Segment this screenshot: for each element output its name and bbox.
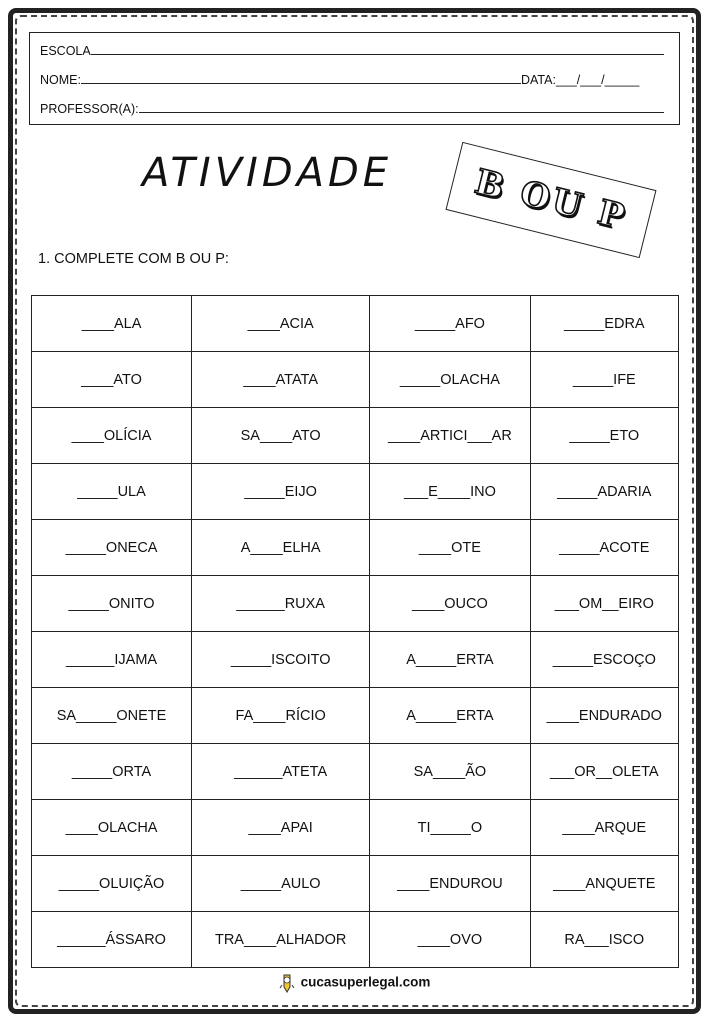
word-row bbox=[32, 800, 679, 856]
word-cell[interactable]: ______RUXA bbox=[192, 576, 370, 632]
word-cell[interactable]: ____ANQUETE bbox=[530, 856, 678, 912]
word-cell[interactable]: ____OUCO bbox=[370, 576, 530, 632]
word-row bbox=[32, 520, 679, 576]
word-cell[interactable]: ______IJAMA bbox=[32, 632, 192, 688]
word-cell[interactable]: ____ATO bbox=[32, 352, 192, 408]
word-cell[interactable]: ____ATATA bbox=[192, 352, 370, 408]
word-row bbox=[32, 576, 679, 632]
word-cell[interactable]: SA_____ONETE bbox=[32, 688, 192, 744]
word-cell[interactable]: _____OLUIÇÃO bbox=[32, 856, 192, 912]
word-cell[interactable]: _____AULO bbox=[192, 856, 370, 912]
word-cell[interactable]: ____OLACHA bbox=[32, 800, 192, 856]
word-cell[interactable]: _____OLACHA bbox=[370, 352, 530, 408]
word-row bbox=[32, 632, 679, 688]
word-cell[interactable]: _____ESCOÇO bbox=[530, 632, 678, 688]
word-cell[interactable]: ___OM__EIRO bbox=[530, 576, 678, 632]
word-cell[interactable]: _____ULA bbox=[32, 464, 192, 520]
word-cell[interactable]: ____ACIA bbox=[192, 296, 370, 352]
word-cell[interactable]: _____ACOTE bbox=[530, 520, 678, 576]
word-cell[interactable]: ______ATETA bbox=[192, 744, 370, 800]
word-cell[interactable]: A____ELHA bbox=[192, 520, 370, 576]
word-cell[interactable]: _____IFE bbox=[530, 352, 678, 408]
word-cell[interactable]: _____ORTA bbox=[32, 744, 192, 800]
word-cell[interactable]: ______ÁSSARO bbox=[32, 912, 192, 968]
student-info-box bbox=[29, 32, 680, 125]
word-cell[interactable]: A_____ERTA bbox=[370, 688, 530, 744]
word-cell[interactable]: ____ARTICI___AR bbox=[370, 408, 530, 464]
word-cell[interactable]: _____EIJO bbox=[192, 464, 370, 520]
instruction: 1. COMPLETE COM B OU P: bbox=[38, 251, 229, 267]
word-grid bbox=[31, 295, 679, 968]
stamp-text: B OU P bbox=[470, 161, 632, 239]
word-cell[interactable]: ____ENDUROU bbox=[370, 856, 530, 912]
word-cell[interactable]: ___OR__OLETA bbox=[530, 744, 678, 800]
word-cell[interactable]: ____ALA bbox=[32, 296, 192, 352]
word-cell[interactable]: ____OTE bbox=[370, 520, 530, 576]
word-row bbox=[32, 464, 679, 520]
footer bbox=[0, 973, 709, 993]
word-cell[interactable]: ___E____INO bbox=[370, 464, 530, 520]
word-cell[interactable]: ____APAI bbox=[192, 800, 370, 856]
professor-line bbox=[40, 102, 664, 116]
word-row bbox=[32, 856, 679, 912]
word-row bbox=[32, 408, 679, 464]
nome-label: NOME: bbox=[40, 73, 81, 87]
word-cell[interactable]: _____AFO bbox=[370, 296, 530, 352]
word-cell[interactable]: TI_____O bbox=[370, 800, 530, 856]
word-cell[interactable]: _____EDRA bbox=[530, 296, 678, 352]
word-cell[interactable]: _____ADARIA bbox=[530, 464, 678, 520]
word-cell[interactable]: RA___ISCO bbox=[530, 912, 678, 968]
escola-label: ESCOLA bbox=[40, 44, 91, 58]
word-cell[interactable]: ____ARQUE bbox=[530, 800, 678, 856]
word-row bbox=[32, 352, 679, 408]
word-cell[interactable]: ____OVO bbox=[370, 912, 530, 968]
word-cell[interactable]: _____ISCOITO bbox=[192, 632, 370, 688]
word-cell[interactable]: TRA____ALHADOR bbox=[192, 912, 370, 968]
word-cell[interactable]: A_____ERTA bbox=[370, 632, 530, 688]
word-cell[interactable]: _____ONITO bbox=[32, 576, 192, 632]
word-cell[interactable]: SA____ATO bbox=[192, 408, 370, 464]
professor-field[interactable] bbox=[139, 102, 664, 113]
word-row bbox=[32, 296, 679, 352]
word-cell[interactable]: ____ENDURADO bbox=[530, 688, 678, 744]
word-cell[interactable]: _____ONECA bbox=[32, 520, 192, 576]
escola-line bbox=[40, 44, 664, 58]
pencil-mascot-icon bbox=[279, 973, 295, 993]
word-row bbox=[32, 744, 679, 800]
word-cell[interactable]: _____ETO bbox=[530, 408, 678, 464]
page-title: ATIVIDADE bbox=[142, 150, 393, 196]
word-row bbox=[32, 688, 679, 744]
word-cell[interactable]: FA____RÍCIO bbox=[192, 688, 370, 744]
professor-label: PROFESSOR(A): bbox=[40, 102, 139, 116]
footer-site[interactable]: cucasuperlegal.com bbox=[300, 974, 431, 990]
escola-field[interactable] bbox=[91, 44, 664, 55]
nome-line bbox=[40, 73, 639, 87]
word-row bbox=[32, 912, 679, 968]
nome-field[interactable] bbox=[81, 73, 521, 84]
word-cell[interactable]: ____OLÍCIA bbox=[32, 408, 192, 464]
data-label: DATA:___/___/_____ bbox=[520, 73, 640, 87]
word-cell[interactable]: SA____ÃO bbox=[370, 744, 530, 800]
